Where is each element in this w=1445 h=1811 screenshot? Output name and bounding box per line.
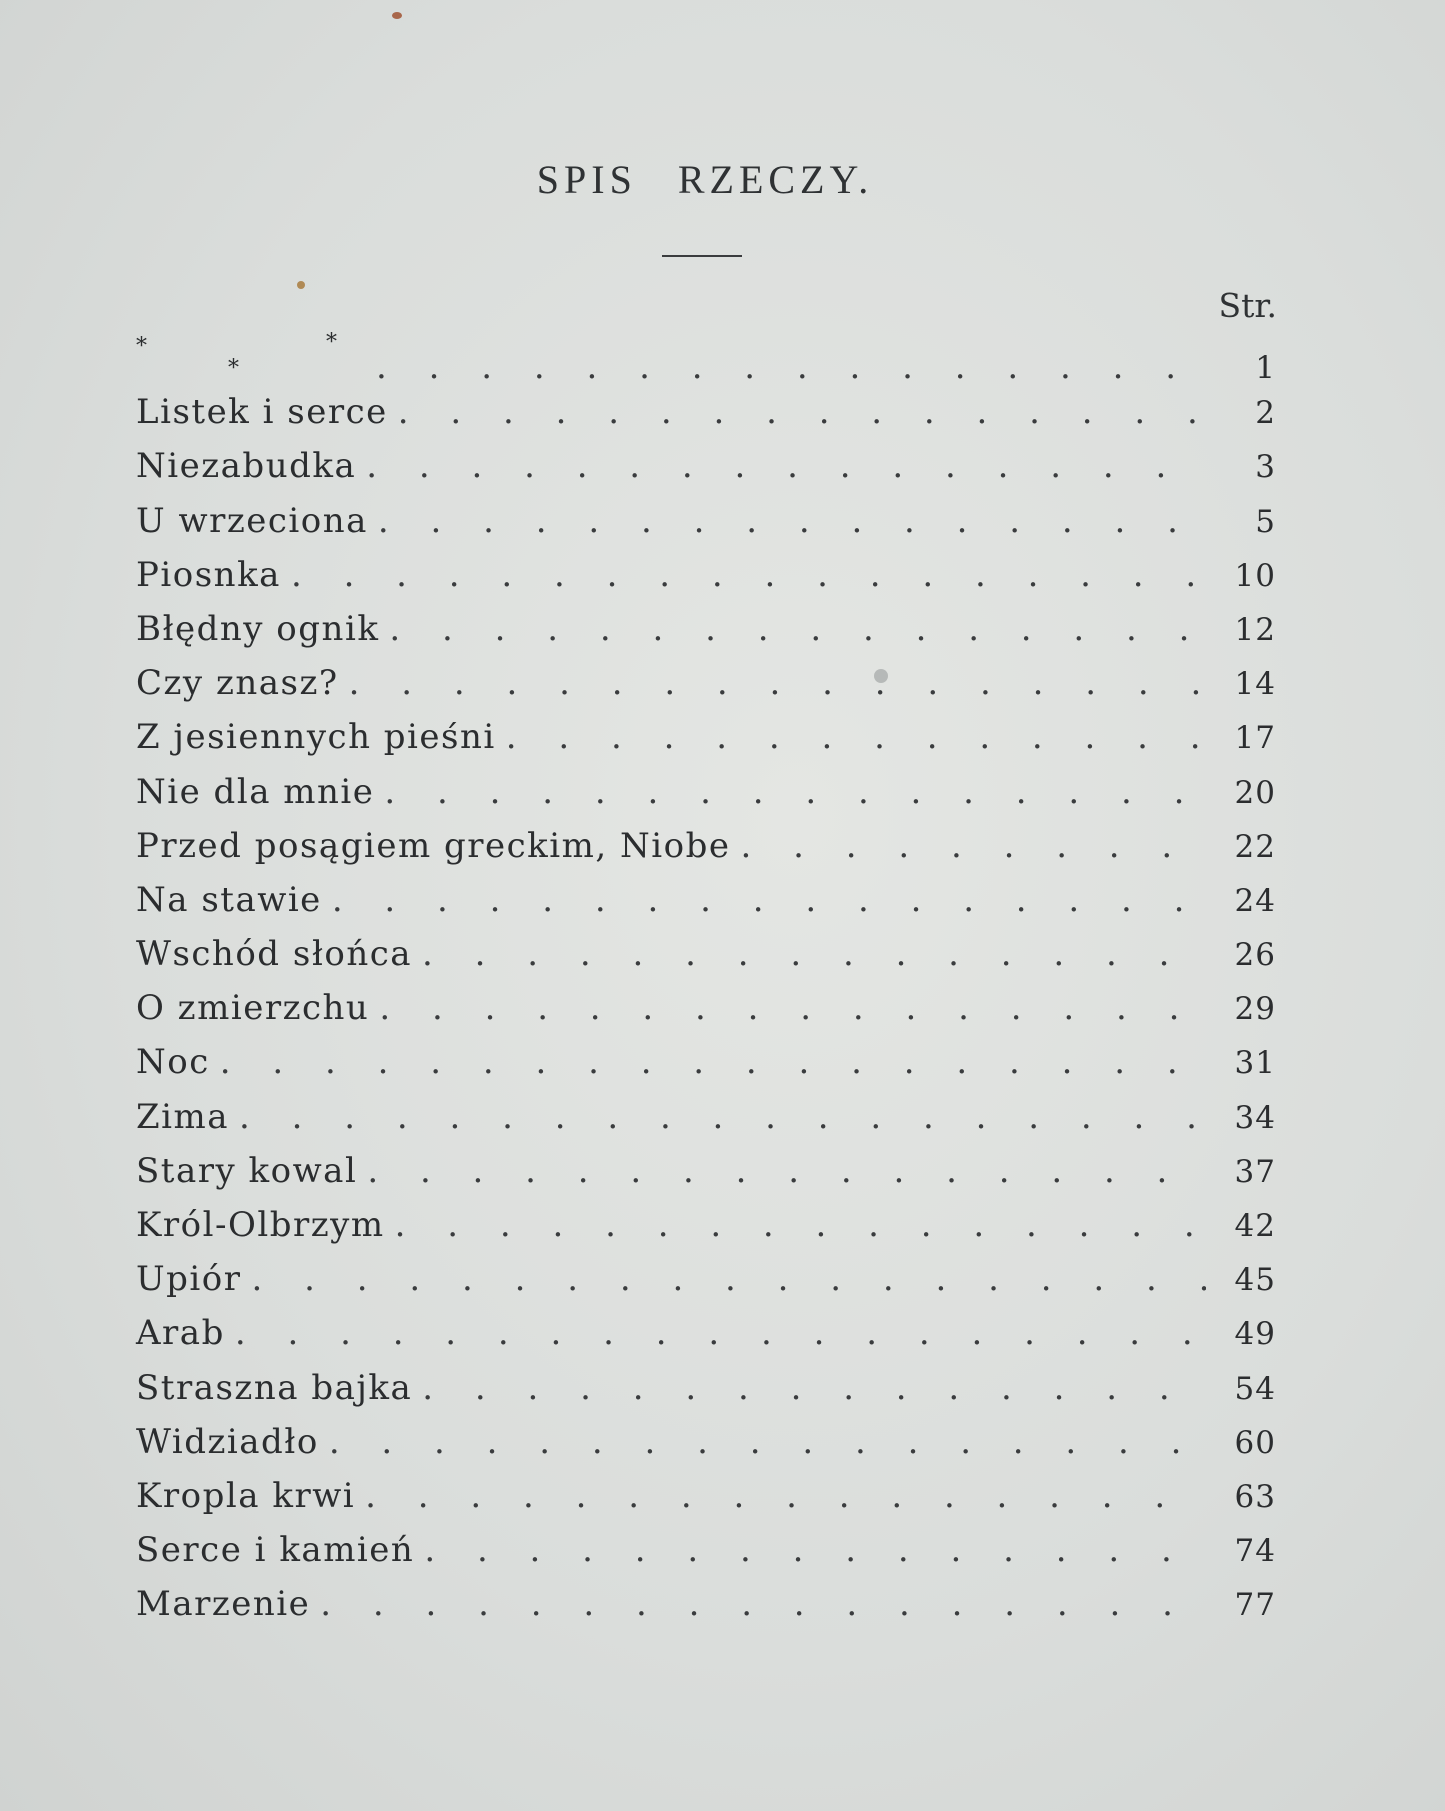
- toc-entry-title: Straszna bajka: [136, 1367, 413, 1408]
- toc-entry-page-number: 63: [1234, 1478, 1276, 1515]
- toc-entry: [136, 1151, 1276, 1205]
- toc-entry-title: Kropla krwi: [136, 1475, 356, 1516]
- dot-leader: [239, 1097, 1206, 1137]
- toc-entry-page-number: 14: [1234, 666, 1276, 703]
- toc-entry: [136, 1042, 1276, 1096]
- dot-leader: [741, 826, 1207, 866]
- toc-entry-page-number: 22: [1234, 828, 1276, 865]
- toc-entry: [136, 772, 1276, 826]
- toc-entry: [136, 988, 1276, 1042]
- dot-leader: [320, 1584, 1206, 1624]
- toc-entry: [136, 1584, 1276, 1638]
- dot-leader: [378, 501, 1206, 541]
- dot-leader: [252, 1259, 1206, 1299]
- toc-entry-page-number: 2: [1255, 395, 1276, 432]
- toc-entry: [136, 609, 1276, 663]
- toc-entry: [136, 663, 1276, 717]
- toc-entry: [136, 392, 1276, 446]
- toc-entry-page-number: 1: [1255, 350, 1276, 386]
- toc-entry: [136, 826, 1276, 880]
- toc-entry-page-number: 20: [1234, 774, 1276, 811]
- dot-leader: [367, 1151, 1206, 1191]
- dot-leader: [389, 609, 1206, 649]
- toc-entry-title: Przed posągiem greckim, Niobe: [136, 825, 731, 866]
- toc-entry-page-number: 29: [1234, 991, 1276, 1028]
- toc-entry: [136, 1097, 1276, 1151]
- toc-entry-title: Widziadło: [136, 1421, 319, 1462]
- dot-leader: [422, 934, 1206, 974]
- toc-entry: [136, 1530, 1276, 1584]
- toc-entry: [136, 555, 1276, 609]
- toc-entry-page-number: 42: [1234, 1208, 1276, 1244]
- title-rule: [662, 255, 742, 257]
- toc-entry-page-number: 12: [1234, 611, 1276, 648]
- toc-entry: [136, 934, 1276, 988]
- toc-entry-title: Arab: [136, 1313, 225, 1354]
- toc-entry-title: Błędny ognik: [136, 608, 380, 649]
- asterisk-mark: *: [326, 330, 339, 355]
- paper-speck: [297, 281, 305, 289]
- table-of-contents: [136, 330, 1276, 1639]
- toc-entry-page-number: 77: [1234, 1587, 1276, 1624]
- toc-entry-page-number: 31: [1234, 1045, 1276, 1082]
- toc-entry: [136, 1476, 1276, 1530]
- dot-leader: [506, 717, 1206, 757]
- toc-entry: [136, 1259, 1276, 1313]
- toc-entry-title: Czy znasz?: [136, 663, 339, 704]
- toc-entry: [136, 1205, 1276, 1259]
- toc-entry-title: Piosnka: [136, 554, 281, 595]
- toc-entry-title: Stary kowal: [136, 1150, 358, 1191]
- toc-entry: [136, 880, 1276, 934]
- toc-entry-page-number: 45: [1234, 1262, 1276, 1299]
- toc-entry-page-number: 37: [1234, 1153, 1276, 1190]
- toc-entry-page-number: 74: [1234, 1533, 1276, 1570]
- toc-entry-page-number: 24: [1234, 882, 1276, 919]
- toc-entry-title: Król-Olbrzym: [136, 1205, 385, 1245]
- toc-entry-page-number: 26: [1234, 937, 1276, 974]
- dot-leader: [384, 772, 1206, 812]
- toc-entry: [136, 330, 1276, 392]
- toc-entry: [136, 1368, 1276, 1422]
- page-title: SPIS RZECZY.: [536, 157, 874, 202]
- toc-entry-page-number: 3: [1255, 449, 1276, 486]
- toc-entry-title: [136, 330, 376, 387]
- asterisk-mark: *: [228, 356, 241, 381]
- toc-entry: [136, 717, 1276, 771]
- toc-entry-title: Na stawie: [136, 879, 322, 920]
- asterisk-mark: *: [136, 334, 149, 359]
- dot-leader: [332, 880, 1206, 920]
- toc-entry: [136, 1422, 1276, 1476]
- toc-entry-title: Wschód słońca: [136, 934, 413, 975]
- toc-entry-title: Zima: [136, 1096, 230, 1137]
- dot-leader: [329, 1422, 1206, 1462]
- dot-leader: [220, 1042, 1206, 1082]
- dot-leader: [395, 1205, 1206, 1245]
- toc-entry-title: Listek i serce: [136, 392, 388, 433]
- asterism: [136, 330, 366, 381]
- toc-entry-page-number: 49: [1234, 1316, 1276, 1353]
- toc-entry-page-number: 5: [1255, 503, 1276, 540]
- toc-entry-title: Upiór: [136, 1259, 242, 1300]
- toc-entry-title: Niezabudka: [136, 446, 357, 487]
- page-column-label: Str.: [1218, 286, 1277, 325]
- dot-leader: [291, 555, 1206, 595]
- dot-leader: [379, 988, 1206, 1028]
- toc-entry-title: O zmierzchu: [136, 988, 370, 1029]
- toc-entry: [136, 446, 1276, 500]
- toc-entry-title: Marzenie: [136, 1584, 311, 1625]
- toc-entry-page-number: 60: [1234, 1424, 1276, 1461]
- dot-leader: [422, 1368, 1206, 1408]
- toc-entry: [136, 501, 1276, 555]
- toc-entry-title: Noc: [136, 1042, 210, 1083]
- dot-leader: [398, 392, 1206, 432]
- toc-entry-page-number: 34: [1234, 1099, 1276, 1136]
- toc-entry-title: Z jesiennych pieśni: [136, 717, 496, 758]
- dot-leader: [366, 446, 1206, 486]
- paper-speck: [392, 12, 402, 19]
- toc-entry-page-number: 17: [1234, 720, 1276, 757]
- toc-entry-title: Serce i kamień: [136, 1530, 415, 1571]
- toc-entry: [136, 1313, 1276, 1367]
- dot-leader: [376, 347, 1206, 387]
- dot-leader: [424, 1530, 1206, 1570]
- toc-entry-title: U wrzeciona: [136, 500, 368, 541]
- dot-leader: [349, 663, 1206, 703]
- toc-entry-title: Nie dla mnie: [136, 771, 375, 812]
- dot-leader: [365, 1476, 1206, 1516]
- toc-entry-page-number: 10: [1234, 557, 1276, 594]
- toc-entry-page-number: 54: [1234, 1370, 1276, 1407]
- dot-leader: [235, 1313, 1206, 1353]
